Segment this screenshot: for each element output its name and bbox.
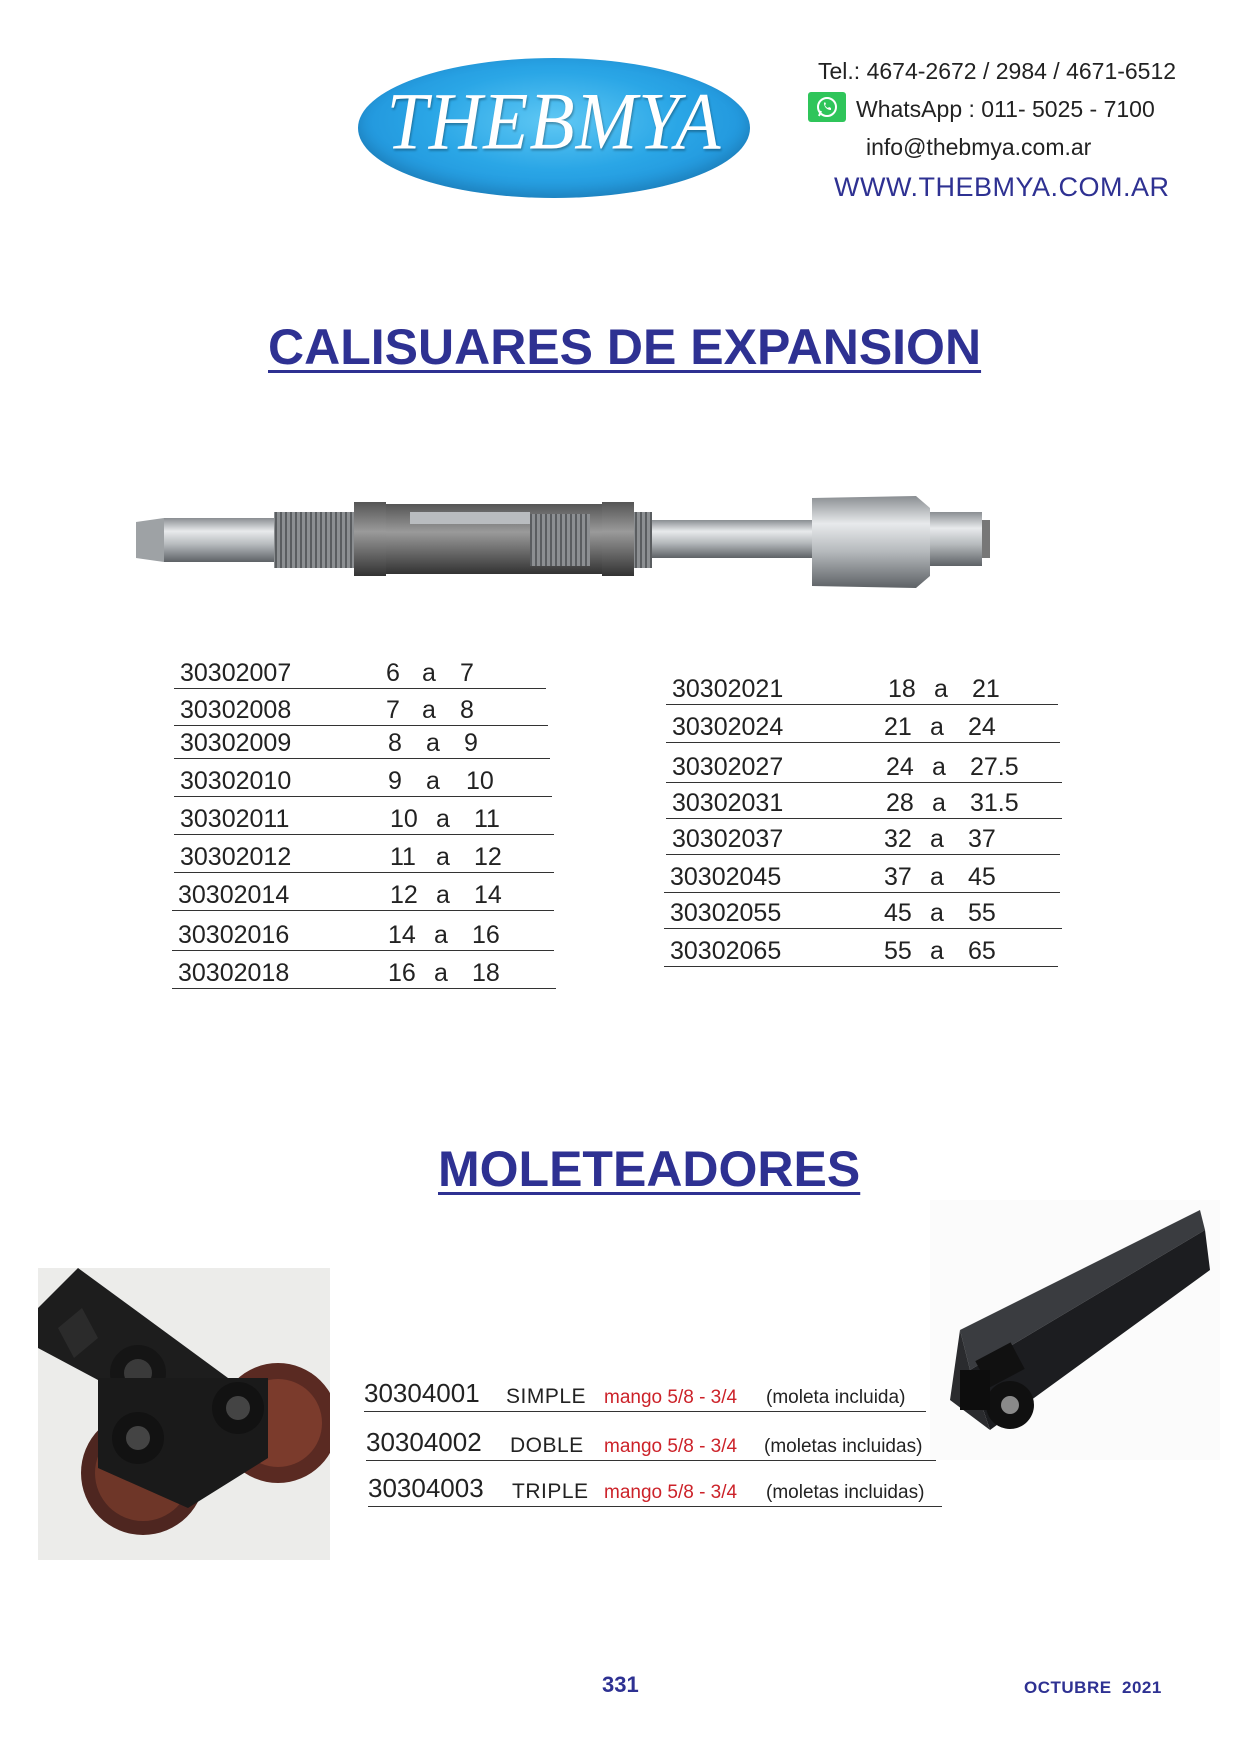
table-row [664, 860, 1060, 893]
whatsapp-number: WhatsApp : 011- 5025 - 7100 [856, 96, 1155, 122]
range-from: 7 [386, 696, 400, 724]
range-sep: a [930, 825, 944, 853]
product-type: DOBLE [510, 1434, 584, 1457]
table-row [174, 802, 554, 835]
range-to: 8 [460, 696, 474, 724]
range-to: 9 [464, 729, 478, 757]
range-sep: a [932, 789, 946, 817]
range-from: 16 [388, 959, 416, 987]
table-row [172, 956, 556, 989]
range-to: 21 [972, 675, 1000, 703]
moleteadores-title: MOLETEADORES [438, 1141, 861, 1197]
table-row [174, 764, 552, 797]
range-to: 7 [460, 659, 474, 687]
range-sep: a [434, 921, 448, 949]
product-code: 30302011 [180, 805, 290, 833]
product-note: (moletas incluidas) [766, 1482, 925, 1503]
range-sep: a [934, 675, 948, 703]
table-row [172, 878, 554, 911]
range-from: 21 [884, 713, 912, 741]
product-mango: mango 5/8 - 3/4 [604, 1387, 738, 1408]
range-to: 18 [472, 959, 500, 987]
table-row [174, 656, 546, 689]
product-code: 30302021 [672, 675, 784, 703]
expansion-reamer-image [130, 488, 1130, 598]
range-from: 28 [886, 789, 914, 817]
product-row [366, 1424, 936, 1461]
range-to: 16 [472, 921, 500, 949]
product-mango: mango 5/8 - 3/4 [604, 1482, 738, 1503]
range-to: 12 [474, 843, 502, 871]
product-code: 30302010 [180, 767, 292, 795]
range-to: 11 [474, 805, 500, 833]
thebmya-logo [358, 58, 750, 198]
product-note: (moletas incluidas) [764, 1436, 923, 1457]
range-sep: a [422, 696, 436, 724]
range-to: 24 [968, 713, 996, 741]
range-from: 10 [390, 805, 418, 833]
table-row [174, 693, 548, 726]
range-from: 24 [886, 753, 914, 781]
phone-numbers: Tel.: 4674-2672 / 2984 / 4671-6512 [818, 58, 1177, 84]
range-sep: a [930, 937, 944, 965]
table-row [664, 896, 1062, 929]
range-from: 14 [388, 921, 416, 949]
range-to: 14 [474, 881, 502, 909]
product-type: SIMPLE [506, 1385, 587, 1408]
range-sep: a [932, 753, 946, 781]
product-code: 30302037 [672, 825, 784, 853]
table-row [666, 710, 1060, 743]
range-from: 6 [386, 659, 400, 687]
product-code: 30304002 [366, 1427, 482, 1457]
range-sep: a [426, 767, 440, 795]
range-to: 55 [968, 899, 996, 927]
range-from: 11 [390, 843, 416, 871]
knurling-tool-photo-right [930, 1200, 1220, 1460]
range-sep: a [436, 843, 450, 871]
website: WWW.THEBMYA.COM.AR [834, 172, 1170, 202]
range-from: 32 [884, 825, 912, 853]
range-to: 65 [968, 937, 996, 965]
product-row [368, 1470, 942, 1507]
product-code: 30302009 [180, 729, 292, 757]
page-number: 331 [602, 1672, 639, 1697]
product-code: 30304001 [364, 1378, 480, 1408]
range-sep: a [422, 659, 436, 687]
product-mango: mango 5/8 - 3/4 [604, 1436, 738, 1457]
table-row [666, 822, 1060, 855]
range-from: 18 [888, 675, 916, 703]
range-sep: a [434, 959, 448, 987]
range-from: 55 [884, 937, 912, 965]
table-row [664, 934, 1058, 967]
range-from: 37 [884, 863, 912, 891]
knurling-tool-photo-left [38, 1268, 330, 1560]
product-code: 30304003 [368, 1473, 484, 1503]
table-row [174, 726, 550, 759]
range-from: 45 [884, 899, 912, 927]
product-code: 30302008 [180, 696, 292, 724]
email: info@thebmya.com.ar [866, 134, 1092, 160]
range-sep: a [426, 729, 440, 757]
range-sep: a [930, 899, 944, 927]
table-row [666, 672, 1058, 705]
product-code: 30302055 [670, 899, 782, 927]
range-from: 9 [388, 767, 402, 795]
product-type: TRIPLE [512, 1480, 589, 1503]
table-row [172, 918, 554, 951]
table-row [666, 750, 1062, 783]
publication-date: OCTUBRE 2021 [1024, 1678, 1162, 1697]
product-code: 30302018 [178, 959, 290, 987]
product-code: 30302014 [178, 881, 290, 909]
product-code: 30302027 [672, 753, 784, 781]
range-to: 31.5 [970, 789, 1019, 817]
product-code: 30302016 [178, 921, 290, 949]
range-sep: a [930, 863, 944, 891]
product-code: 30302012 [180, 843, 292, 871]
range-to: 10 [466, 767, 494, 795]
product-row [364, 1375, 926, 1412]
range-sep: a [930, 713, 944, 741]
range-sep: a [436, 805, 450, 833]
range-to: 37 [968, 825, 996, 853]
table-row [666, 786, 1062, 819]
product-note: (moleta incluida) [766, 1387, 906, 1408]
table-row [174, 840, 554, 873]
product-code: 30302031 [672, 789, 784, 817]
product-code: 30302007 [180, 659, 292, 687]
product-code: 30302065 [670, 937, 782, 965]
product-code: 30302024 [672, 713, 784, 741]
product-code: 30302045 [670, 863, 782, 891]
range-from: 12 [390, 881, 418, 909]
range-to: 45 [968, 863, 996, 891]
whatsapp-icon [808, 92, 846, 122]
logo-text: THEBMYA [386, 76, 722, 168]
calisuares-title: CALISUARES DE EXPANSION [268, 319, 982, 375]
range-from: 8 [388, 729, 402, 757]
range-sep: a [436, 881, 450, 909]
range-to: 27.5 [970, 753, 1019, 781]
